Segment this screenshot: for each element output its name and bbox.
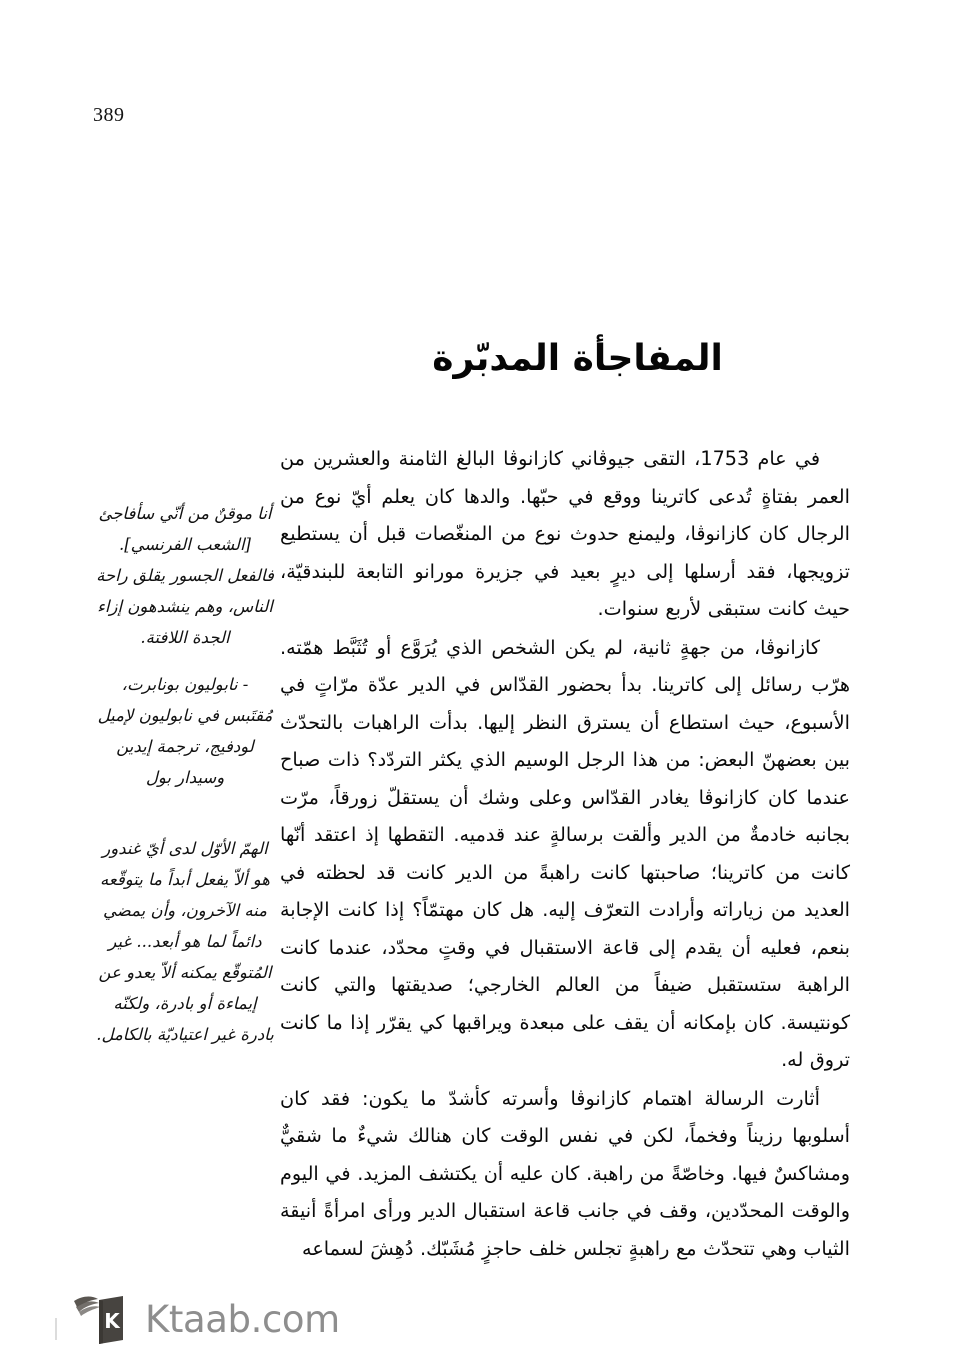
watermark-brand-text: Ktaab.com — [145, 1297, 340, 1341]
margin-note-quote: أنا موقنٌ من أنّي سأفاجئ [الشعب الفرنسي]. فالفعل الجسور يقلق راحة الناس، وهم ينشدهون إزاء الجدة اللافتة. — [96, 504, 274, 647]
scan-spine-mark — [55, 1318, 57, 1340]
body-paragraph: أثارت الرسالة اهتمام كازانوڤا وأسرته كأشدّ ما يكون: فقد كان أسلوبها رزيناً وفخماً، لكن في نفس الوقت كان هنالك شيءٌ ما شقيٌّ ومشاكسٌ فيها. وخاصّةً من راهبة. كان عليه أن يكتشف المزيد. في اليوم والوقت المحدّدين، وقف في جانب قاعة استقبال الدير ورأى امرأةً أنيقة الثياب وهي تتحدّث مع راهبةٍ تجلس خلف حاجزٍ مُشَبّك. دُهِشَ لسماعه — [280, 1086, 850, 1260]
margin-note — [95, 833, 275, 1050]
page-number: 389 — [93, 104, 125, 126]
margin-note — [95, 498, 275, 793]
margin-note-source: - نابوليون بونابرت، مُقتَبس في نابوليون لإميل لودفيج، ترجمة إيدين وسيدار بول — [97, 675, 273, 787]
logo-letter-k: K — [104, 1309, 120, 1333]
margin-notes — [95, 498, 275, 1050]
margin-note-quote: الهمّ الأوّل لدى أيّ غندور هو ألاّ يفعل أبداً ما يتوقّعه منه الآخرون، وأن يمضي دائماً لما هو أبعد... غير المُتوقّع يمكنه ألاّ يعدو عن إيماءة أو بادرة، ولكنّه بادرة غير اعتياديّة بالكامل. — [96, 839, 274, 1044]
site-watermark — [70, 1288, 340, 1350]
body-paragraph: في عام 1753، التقى جيوڤاني كازانوڤا البالغ الثامنة والعشرين من العمر بفتاةٍ تُدعى كاترينا ووقع في حبّها. والدها كان يعلم أيّ نوع من الرجال كان كازانوڤا، وليمنع حدوث نوع من المنغّصات قبل أن يستطيع تزويجها، فقد أرسلها إلى ديرٍ بعيد في جزيرة مورانو التابعة للبندقيّة، حيث كانت ستبقى لأربع سنوات. — [280, 447, 850, 620]
chapter-title: المفاجأة المدبّرة — [432, 338, 723, 380]
body-text-column — [280, 440, 850, 1267]
body-paragraph: كازانوڤا، من جهةٍ ثانية، لم يكن الشخص الذي يُرَوَّع أو تُثَبَّط همّته. هرّب رسائل إلى كاترينا. بدأ بحضور القدّاس في الدير عدّة مرّاتٍ في الأسبوع، حيث استطاع أن يسترق النظر إليها. بدأت الراهبات بالتحدّث بين بعضهنّ البعض: من هذا الرجل الوسيم الذي يكثر التردّد؟ ذات صباح عندما كان كازانوڤا يغادر القدّاس وعلى وشك أن يستقلّ زورقاً، مرّت بجانبه خادمةٌ من الدير وألقت برسالةٍ عند قدميه. التقطها إذ اعتقد أنّها كانت من كاترينا؛ صاحبتها كانت راهبةً من الدير كانت قد لحظته في العديد من زياراته وأرادت التعرّف إليه. هل كان مهتمّاً؟ إذا كانت الإجابة بنعم، فعليه أن يقدم إلى قاعة الاستقبال في وقتٍ محدّد، عندما كانت الراهبة ستستقبل ضيفاً من العالم الخارجي؛ صديقتها والتي كانت كونتيسة. كان بإمكانه أن يقف على مبعدة ويراقبها كي يقرّر إذا ما كانت تروق له. — [280, 635, 850, 1071]
open-book-icon — [70, 1288, 132, 1350]
